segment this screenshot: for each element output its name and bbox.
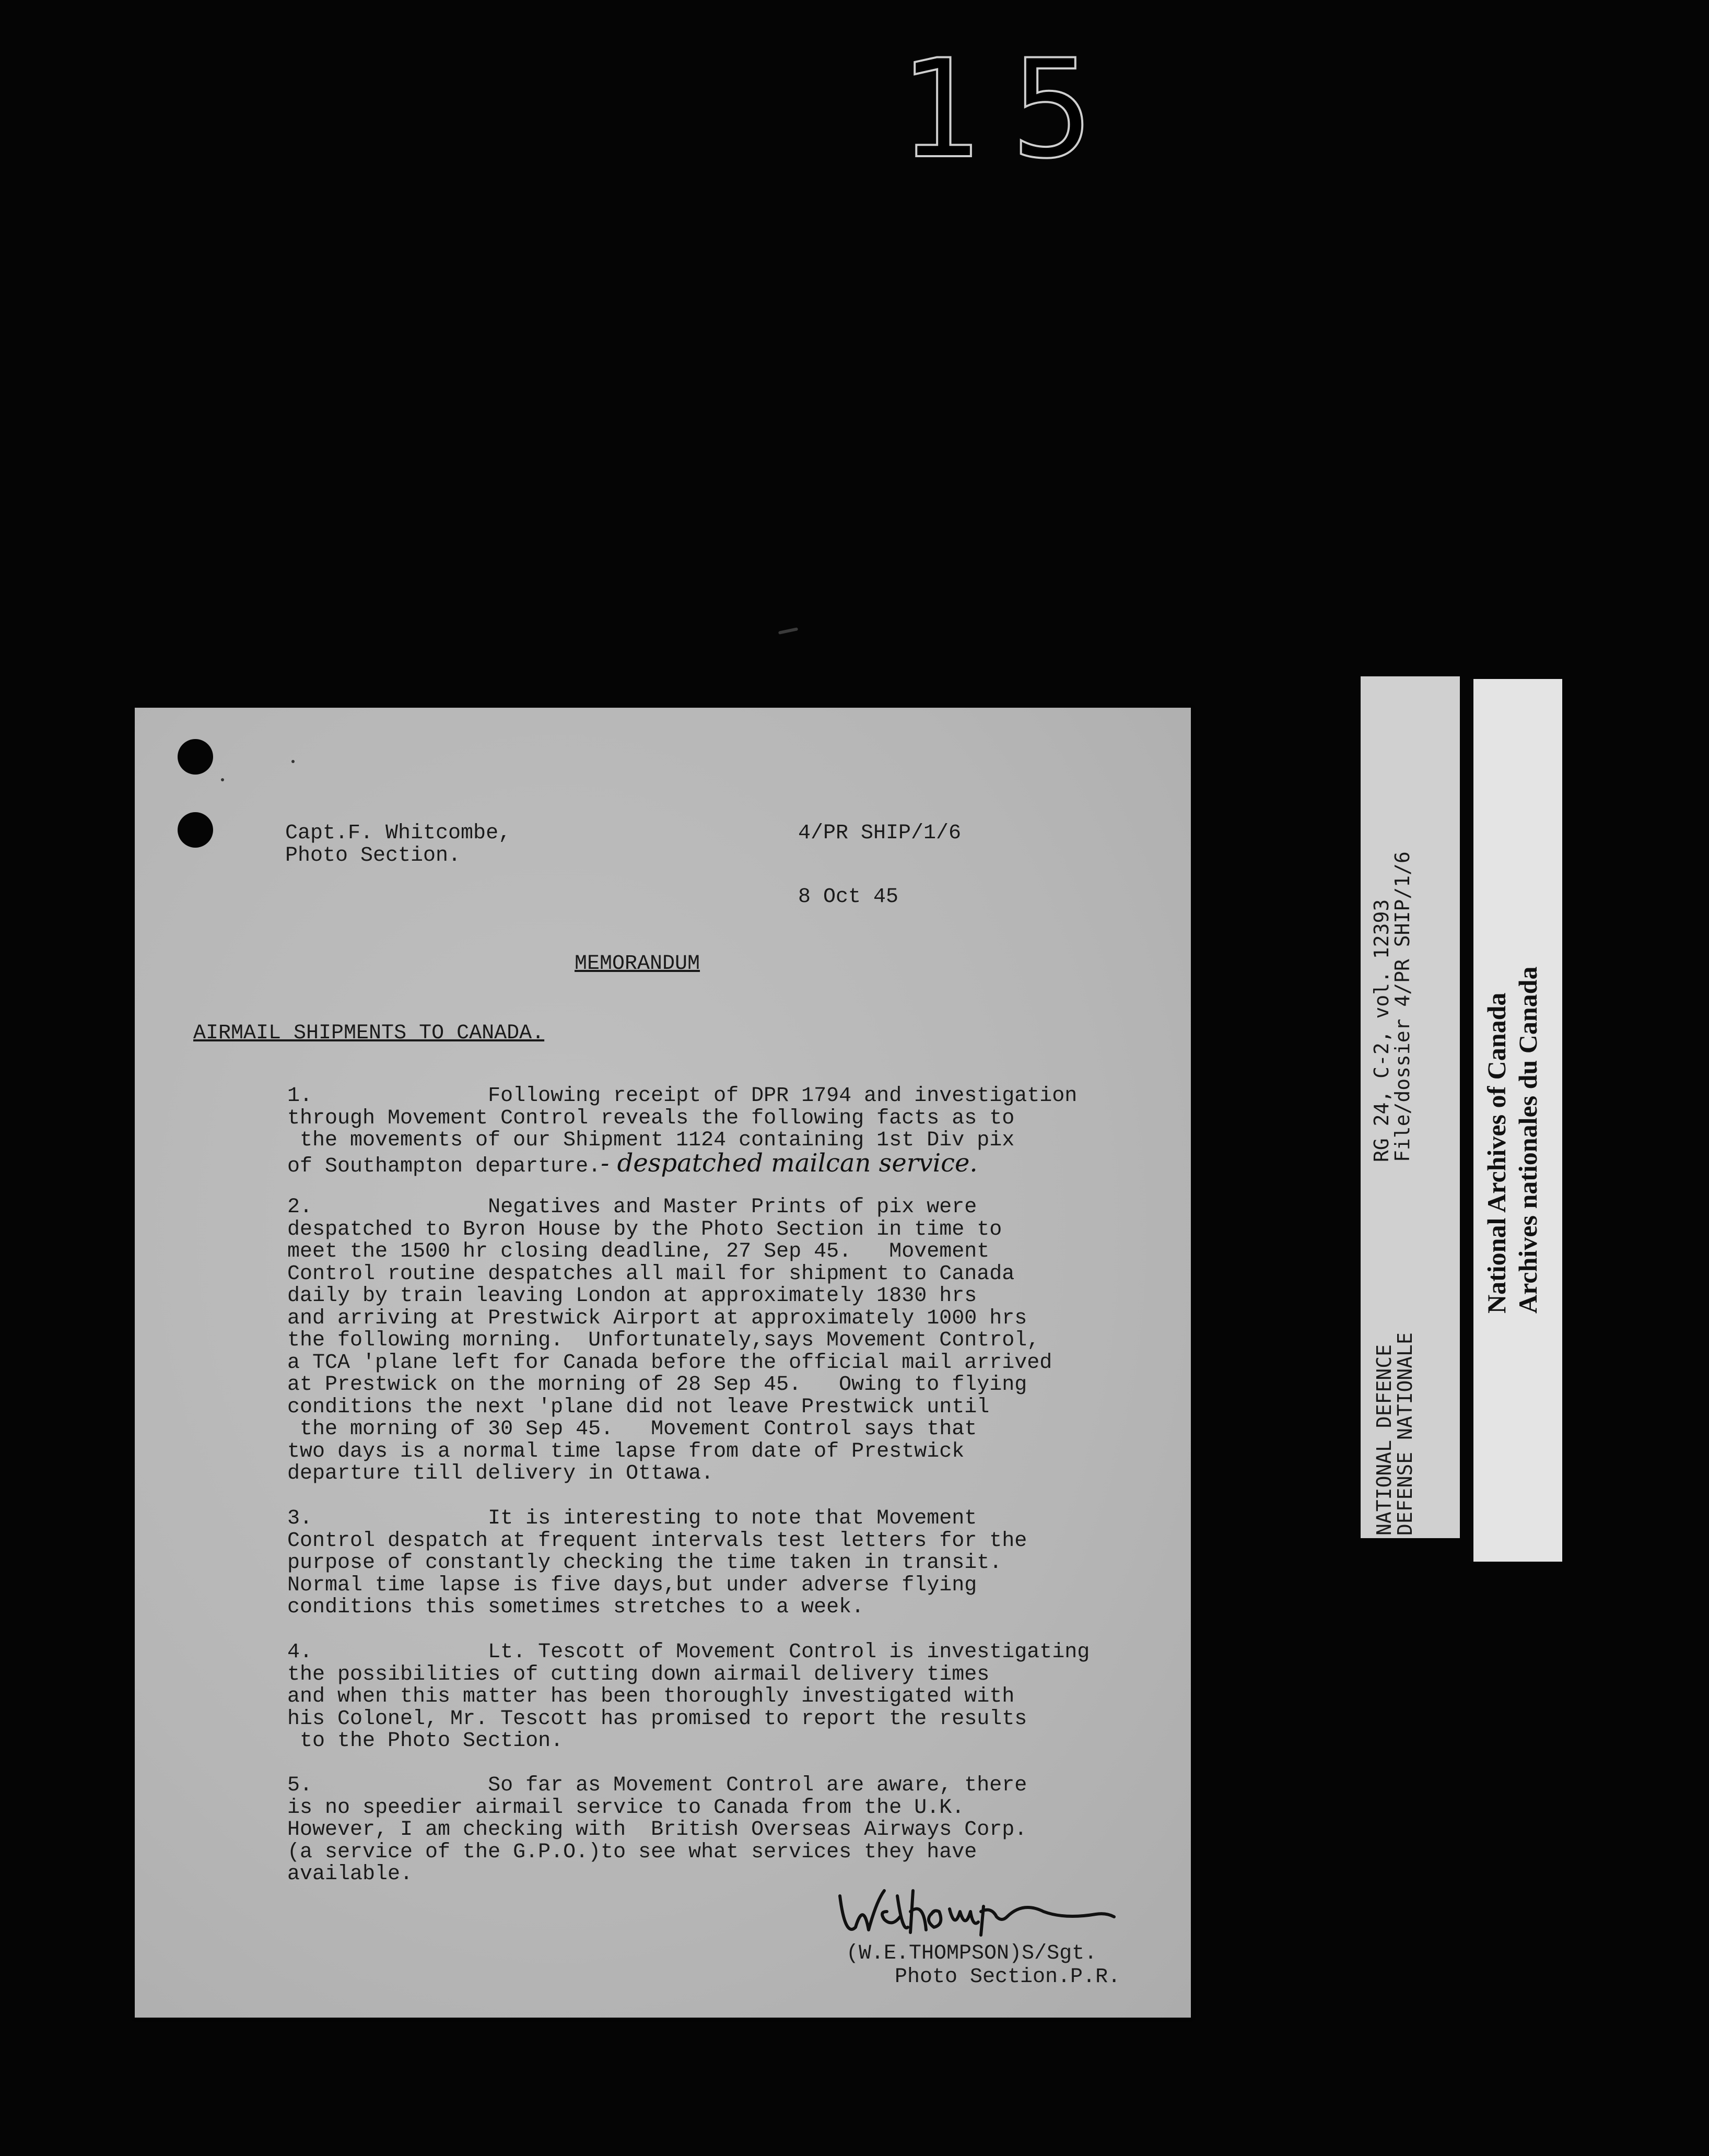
paragraph-line: despatched to Byron House by the Photo Section in time to <box>287 1217 1002 1241</box>
paragraph-line: purpose of constantly checking the time taken in transit. <box>287 1551 1002 1575</box>
memo-subject: AIRMAIL SHIPMENTS TO CANADA. <box>193 1022 545 1045</box>
paragraph-1 <box>287 1085 1077 1178</box>
paragraph-2 <box>287 1197 1052 1485</box>
paragraph-line: a TCA 'plane left for Canada before the official mail arrived <box>287 1351 1052 1375</box>
paragraph-line: Normal time lapse is five days,but under adverse flying <box>287 1573 977 1597</box>
paragraph-line: 3. It is interesting to note that Movement <box>287 1507 977 1530</box>
paragraph-line: conditions the next 'plane did not leave Prestwick until <box>287 1395 990 1419</box>
paragraph-line: the movements of our Shipment 1124 containing 1st Div pix <box>287 1129 1015 1152</box>
paragraph-line: is no speedier airmail service to Canada from the U.K. <box>287 1796 965 1820</box>
paragraph-5 <box>287 1775 1027 1886</box>
paragraph-line: However, I am checking with British Overseas Airways Corp. <box>287 1818 1027 1842</box>
paragraph-4 <box>287 1642 1090 1753</box>
paragraph-line: the morning of 30 Sep 45. Movement Control says that <box>287 1417 977 1441</box>
paragraph-line: available. <box>287 1862 413 1886</box>
signer-section: Photo Section.P.R. <box>895 1965 1121 1989</box>
paragraph-3 <box>287 1508 1027 1619</box>
paragraph-line-text: of Southampton departure. <box>287 1154 601 1178</box>
paragraph-line: the possibilities of cutting down airmail delivery times <box>287 1662 990 1686</box>
handwritten-signature <box>835 1880 1117 1943</box>
paper-speck <box>291 760 295 763</box>
paragraph-line: two days is a normal time lapse from date of Prestwick <box>287 1439 965 1463</box>
paragraph-line: daily by train leaving London at approximately 1830 hrs <box>287 1284 977 1308</box>
paragraph-line: 5. So far as Movement Control are aware, there <box>287 1774 1027 1797</box>
film-smudge <box>778 627 798 635</box>
memo-heading: MEMORANDUM <box>575 952 700 976</box>
recipient-name: Capt.F. Whitcombe, <box>285 822 511 845</box>
archives-label-text: National Archives of Canada Archives nationales du Canada <box>1482 966 1542 1314</box>
department-label: NATIONAL DEFENCE DEFENSE NATIONALE <box>1373 1332 1417 1536</box>
paragraph-line: the following morning. Unfortunately,says Movement Control, <box>287 1329 1040 1352</box>
paragraph-line: his Colonel, Mr. Tescott has promised to report the results <box>287 1707 1027 1731</box>
memo-date: 8 Oct 45 <box>798 885 899 909</box>
frame-number: 15 <box>898 31 1125 189</box>
paragraph-line: at Prestwick on the morning of 28 Sep 45. Owing to flying <box>287 1373 1027 1397</box>
paragraph-line: conditions this sometimes stretches to a week. <box>287 1596 864 1619</box>
file-reference: 4/PR SHIP/1/6 <box>798 822 962 845</box>
handwritten-annotation: - despatched mailcan service. <box>601 1148 978 1178</box>
paragraph-line: through Movement Control reveals the following facts as to <box>287 1106 1015 1130</box>
paragraph-line <box>287 1148 1077 1178</box>
paragraph-line: departure till delivery in Ottawa. <box>287 1462 714 1485</box>
recipient-section: Photo Section. <box>285 844 461 868</box>
paragraph-line: and when this matter has been thoroughly investigated with <box>287 1685 1015 1708</box>
punch-hole-top <box>178 739 213 775</box>
paragraph-line: meet the 1500 hr closing deadline, 27 Sep 45. Movement <box>287 1240 990 1263</box>
paragraph-line: 2. Negatives and Master Prints of pix were <box>287 1196 977 1219</box>
paragraph-line: 1. Following receipt of DPR 1794 and investigation <box>287 1084 1078 1108</box>
punch-hole-bottom <box>178 812 213 848</box>
paragraph-line: Control despatch at frequent intervals test letters for the <box>287 1529 1027 1553</box>
paragraph-line: (a service of the G.P.O.)to see what services they have <box>287 1840 977 1864</box>
archive-reference: RG 24, C-2, vol. 12393 File/dossier 4/PR SHIP/1/6 <box>1370 851 1414 1162</box>
paragraph-line: Control routine despatches all mail for shipment to Canada <box>287 1262 1015 1286</box>
memo-page <box>135 708 1191 2018</box>
signer-name: (W.E.THOMPSON)S/Sgt. <box>846 1942 1097 1965</box>
paragraph-line: and arriving at Prestwick Airport at approximately 1000 hrs <box>287 1306 1027 1330</box>
paragraph-line: 4. Lt. Tescott of Movement Control is investigating <box>287 1641 1090 1664</box>
paper-speck <box>221 778 224 781</box>
paragraph-line: to the Photo Section. <box>287 1729 564 1753</box>
